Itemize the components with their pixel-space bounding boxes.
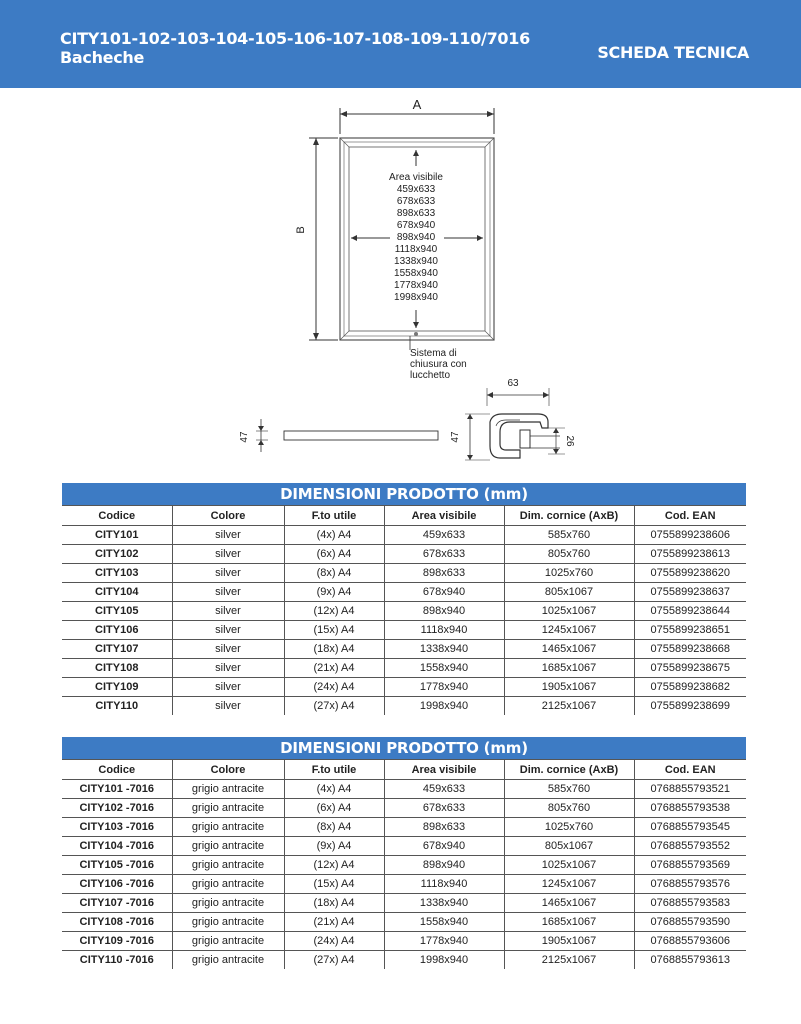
table-cell: 459x633 (384, 780, 504, 799)
table-cell: 898x633 (384, 564, 504, 583)
table-cell: (6x) A4 (284, 545, 384, 564)
lock-note-line1: Sistema di (410, 348, 457, 359)
table-cell: (12x) A4 (284, 856, 384, 875)
visible-area-size: 678x633 (396, 196, 436, 207)
table-cell: 678x940 (384, 837, 504, 856)
table-cell: CITY107 -7016 (62, 894, 172, 913)
table-cell: 1118x940 (384, 621, 504, 640)
table-cell: 805x1067 (504, 837, 634, 856)
table-caption: DIMENSIONI PRODOTTO (mm) (62, 483, 746, 506)
table-cell: grigio antracite (172, 951, 284, 970)
profile-width-label: 63 (507, 378, 519, 389)
table-row (62, 621, 746, 640)
table-row (62, 932, 746, 951)
dimension-b (309, 138, 338, 340)
table-cell: 0768855793538 (634, 799, 746, 818)
table-cell: CITY102 (62, 545, 172, 564)
column-header: Cod. EAN (634, 506, 746, 526)
profile-depth-label: 26 (564, 435, 575, 447)
lock-note-line2: chiusura con (410, 359, 467, 370)
table-cell: 0755899238637 (634, 583, 746, 602)
column-header: Codice (62, 760, 172, 780)
table-cell: 0768855793521 (634, 780, 746, 799)
profile-height-label: 47 (450, 431, 461, 443)
table-cell: grigio antracite (172, 856, 284, 875)
table-cell: 0768855793545 (634, 818, 746, 837)
table-row (62, 640, 746, 659)
column-header: Area visibile (384, 506, 504, 526)
technical-drawing (0, 88, 801, 468)
table-cell: (12x) A4 (284, 602, 384, 621)
table-cell: grigio antracite (172, 894, 284, 913)
table-cell: 805x1067 (504, 583, 634, 602)
table-cell: (6x) A4 (284, 799, 384, 818)
table-cell: silver (172, 545, 284, 564)
visible-area-size: 1778x940 (394, 280, 438, 291)
table-cell: 1905x1067 (504, 932, 634, 951)
table-cell: 1338x940 (384, 640, 504, 659)
product-dimensions-table-anthracite (62, 737, 746, 969)
table-cell: 0755899238682 (634, 678, 746, 697)
table-cell: (4x) A4 (284, 526, 384, 545)
visible-area-size: 1998x940 (394, 292, 438, 303)
table-cell: CITY110 -7016 (79, 954, 154, 966)
table-cell: silver (172, 564, 284, 583)
table-cell: silver (172, 526, 284, 545)
table-cell: 1118x940 (384, 875, 504, 894)
table-row (62, 780, 746, 799)
table-caption: DIMENSIONI PRODOTTO (mm) (62, 737, 746, 760)
table-cell: 0755899238651 (634, 621, 746, 640)
table-cell: (9x) A4 (284, 837, 384, 856)
table-cell: 2125x1067 (504, 697, 634, 716)
table-cell: CITY103 -7016 (62, 818, 172, 837)
table-cell: 898x633 (384, 818, 504, 837)
table-cell: (21x) A4 (284, 913, 384, 932)
table-cell: 1558x940 (384, 913, 504, 932)
table-cell: 1558x940 (384, 659, 504, 678)
table-row (62, 526, 746, 545)
table-cell: 805x760 (504, 545, 634, 564)
visible-area-size-list (394, 184, 438, 303)
table-cell: 1025x760 (504, 818, 634, 837)
table-cell: 805x760 (504, 799, 634, 818)
table-cell: grigio antracite (172, 875, 284, 894)
table-cell: 2125x1067 (504, 951, 634, 970)
table-row (62, 564, 746, 583)
table-cell: (21x) A4 (284, 659, 384, 678)
table-cell: CITY109 -7016 (62, 932, 172, 951)
table-row (62, 875, 746, 894)
table-cell: 0768855793613 (634, 951, 746, 970)
table-row (62, 951, 746, 970)
table-cell: (18x) A4 (284, 894, 384, 913)
table-row (62, 697, 746, 716)
table-cell: 0768855793606 (634, 932, 746, 951)
product-dimensions-table-silver (62, 483, 746, 715)
table-cell: 898x940 (384, 856, 504, 875)
document-type-label: SCHEDA TECNICA (597, 43, 749, 62)
table-cell: 1998x940 (384, 697, 504, 716)
title-product-codes: CITY101-102-103-104-105-106-107-108-109-110/7016 (60, 29, 530, 48)
table-cell: 0755899238644 (634, 602, 746, 621)
table-cell: 1685x1067 (504, 913, 634, 932)
column-header: Dim. cornice (AxB) (504, 760, 634, 780)
table-cell: (18x) A4 (284, 640, 384, 659)
page-header (0, 0, 801, 88)
column-header: Area visibile (384, 760, 504, 780)
table-cell: CITY105 (62, 602, 172, 621)
table-cell: CITY105 -7016 (62, 856, 172, 875)
visible-area-size: 898x940 (396, 232, 436, 243)
table-cell: 1025x1067 (504, 856, 634, 875)
table-cell: 1778x940 (384, 678, 504, 697)
table-cell: 0755899238620 (634, 564, 746, 583)
table-cell: 0768855793590 (634, 913, 746, 932)
table-cell: CITY102 -7016 (62, 799, 172, 818)
table-cell: 1465x1067 (504, 894, 634, 913)
table-cell: 585x760 (504, 526, 634, 545)
visible-area-size: 1558x940 (394, 268, 438, 279)
table-cell: silver (172, 678, 284, 697)
table-row (62, 583, 746, 602)
visible-area-size: 1338x940 (394, 256, 438, 267)
table-cell: 1778x940 (384, 932, 504, 951)
table-cell: 1245x1067 (504, 621, 634, 640)
column-header: Colore (172, 760, 284, 780)
table-cell: 459x633 (384, 526, 504, 545)
visible-area-size: 1118x940 (394, 244, 438, 255)
table-cell: silver (172, 640, 284, 659)
table-cell: CITY106 -7016 (62, 875, 172, 894)
table-cell: CITY110 (95, 700, 139, 712)
title-category: Bacheche (60, 48, 145, 67)
visible-area-title: Area visibile (389, 172, 443, 183)
table-cell: silver (172, 602, 284, 621)
table-cell: CITY108 -7016 (62, 913, 172, 932)
table-cell: CITY108 (62, 659, 172, 678)
visible-area-size: 459x633 (396, 184, 436, 195)
column-header: Codice (62, 506, 172, 526)
table-cell: 1338x940 (384, 894, 504, 913)
column-header: Colore (172, 506, 284, 526)
table-cell: (15x) A4 (284, 621, 384, 640)
table-cell: (4x) A4 (284, 780, 384, 799)
column-header: F.to utile (284, 506, 384, 526)
visible-area-size: 898x633 (396, 208, 436, 219)
label-a: A (412, 97, 422, 112)
table-cell: 678x633 (384, 799, 504, 818)
table-cell: silver (172, 659, 284, 678)
table-cell: (9x) A4 (284, 583, 384, 602)
table-row (62, 659, 746, 678)
table-cell: 1025x1067 (504, 602, 634, 621)
table-cell: 0768855793583 (634, 894, 746, 913)
table-cell: 1905x1067 (504, 678, 634, 697)
table-cell: 1245x1067 (504, 875, 634, 894)
label-b: B (295, 226, 307, 234)
table-cell: 0768855793576 (634, 875, 746, 894)
frame-profile-section (465, 388, 565, 460)
column-header: Cod. EAN (634, 760, 746, 780)
table-cell: 1998x940 (384, 951, 504, 970)
table-cell: grigio antracite (172, 932, 284, 951)
table-row (62, 678, 746, 697)
table-cell: (27x) A4 (284, 697, 384, 716)
table-row (62, 837, 746, 856)
table-cell: 1685x1067 (504, 659, 634, 678)
table-cell: (8x) A4 (284, 818, 384, 837)
visible-area-size: 678x940 (396, 220, 436, 231)
table-cell: CITY106 (62, 621, 172, 640)
table-row (62, 913, 746, 932)
table-cell: grigio antracite (172, 799, 284, 818)
table-cell: 1025x760 (504, 564, 634, 583)
lock-note-line3: lucchetto (410, 370, 451, 381)
table-cell: 0768855793552 (634, 837, 746, 856)
table-cell: (15x) A4 (284, 875, 384, 894)
column-header: Dim. cornice (AxB) (504, 506, 634, 526)
table-cell: grigio antracite (172, 913, 284, 932)
table-cell: CITY104 -7016 (62, 837, 172, 856)
table-cell: (24x) A4 (284, 932, 384, 951)
table-cell: (24x) A4 (284, 678, 384, 697)
table-row (62, 799, 746, 818)
table-cell: (27x) A4 (284, 951, 384, 970)
table-cell: CITY107 (62, 640, 172, 659)
table-cell: 678x940 (384, 583, 504, 602)
table-cell: 0768855793569 (634, 856, 746, 875)
table-cell: 898x940 (384, 602, 504, 621)
table-row (62, 818, 746, 837)
table-cell: 678x633 (384, 545, 504, 564)
table-cell: CITY101 (62, 526, 172, 545)
table-cell: 0755899238668 (634, 640, 746, 659)
table-cell: silver (172, 697, 284, 716)
table-cell: CITY103 (62, 564, 172, 583)
table-cell: 585x760 (504, 780, 634, 799)
column-header: F.to utile (284, 760, 384, 780)
table-cell: (8x) A4 (284, 564, 384, 583)
table-row (62, 894, 746, 913)
table-cell: 0755899238613 (634, 545, 746, 564)
side-view-thickness-label: 47 (239, 431, 250, 443)
table-cell: 0755899238699 (634, 697, 746, 716)
table-cell: CITY104 (62, 583, 172, 602)
table-cell: grigio antracite (172, 837, 284, 856)
table-cell: grigio antracite (172, 818, 284, 837)
frame-side-view (256, 419, 438, 452)
table-row (62, 545, 746, 564)
table-cell: 1465x1067 (504, 640, 634, 659)
table-cell: 0755899238675 (634, 659, 746, 678)
table-cell: 0755899238606 (634, 526, 746, 545)
table-header-row (62, 506, 746, 526)
table-row (62, 856, 746, 875)
document-title (60, 29, 530, 67)
table-cell: silver (172, 583, 284, 602)
table-cell: grigio antracite (172, 780, 284, 799)
table-header-row (62, 760, 746, 780)
table-row (62, 602, 746, 621)
table-cell: silver (172, 621, 284, 640)
table-cell: CITY101 -7016 (62, 780, 172, 799)
table-cell: CITY109 (62, 678, 172, 697)
